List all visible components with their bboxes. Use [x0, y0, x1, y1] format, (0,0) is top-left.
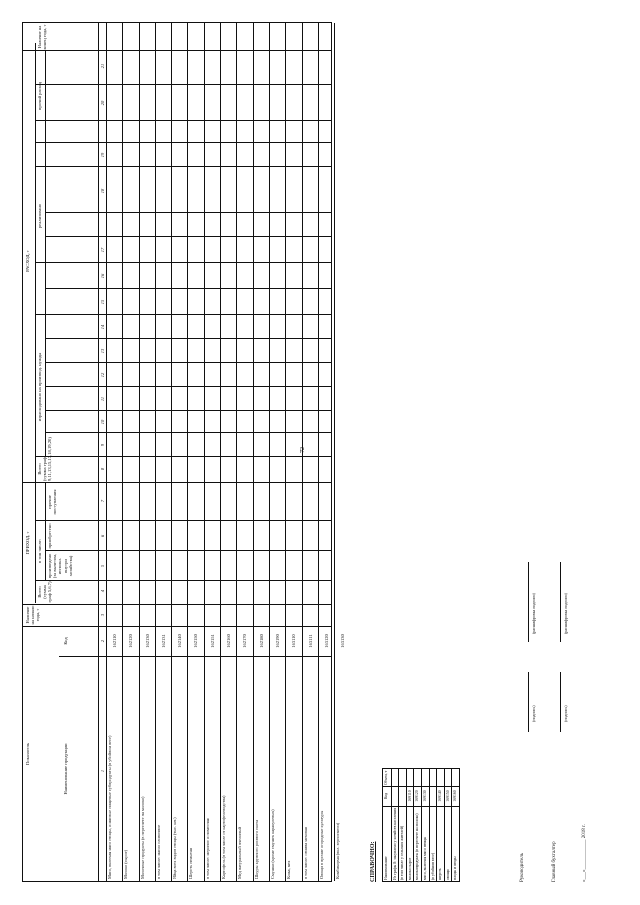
row-name: в том числе: масло сливочное — [155, 824, 161, 879]
head-sign-caption: (подпись) — [531, 705, 536, 722]
row-name: Молоко (сырое) — [123, 849, 129, 879]
stock-start-header: Наличие на начало года, т — [25, 605, 41, 625]
table-row — [220, 23, 236, 881]
col-number: 19 — [100, 152, 105, 158]
expense-total-header: Всего (сумма граф 9,11,13,15,17,18,19,20) — [37, 437, 53, 481]
ref-name: мясо, включая мясо птицы — [422, 836, 427, 880]
income-produced-header: произведено (за вычетом, использ. внутри хозяйства) — [47, 553, 73, 579]
accountant-decode-caption: (расшифровка подписи) — [563, 593, 568, 634]
accountant-decode-line — [560, 562, 561, 642]
ref-name: шерсть — [438, 868, 443, 880]
expense-header: РАСХОД, т — [25, 250, 30, 272]
income-header: ПРИХОД, т — [25, 531, 30, 555]
table-row — [122, 23, 138, 881]
row-name: Шерсть немытая — [188, 848, 194, 879]
table-row — [187, 23, 203, 881]
data-rows — [106, 23, 350, 881]
table-row — [334, 23, 350, 881]
name-header: Показатель — [25, 743, 30, 765]
head-decode-line — [528, 562, 529, 642]
table-row — [318, 23, 334, 881]
row-code: 162140 — [177, 634, 183, 648]
row-code: 162150 — [193, 634, 199, 648]
accountant-sign-line — [560, 672, 561, 732]
col-number: 11 — [100, 396, 105, 402]
table-row — [253, 23, 269, 881]
row-name: Кожа, мех — [286, 860, 292, 879]
stock-end-header: Наличие на конец года, т — [37, 24, 48, 50]
ref-name: плоды и ягоды — [453, 856, 458, 880]
table-row — [106, 23, 122, 881]
col-number: 4 — [100, 589, 105, 593]
table-row — [285, 23, 301, 881]
reference-title: СПРАВОЧНО: — [370, 841, 376, 882]
row-code: 162120 — [128, 634, 134, 648]
ref-code: 169140 — [438, 790, 443, 802]
expense-other-header: прочий расход — [37, 81, 42, 111]
production-balance-table — [22, 22, 346, 882]
expense-production-header: израсходовано на производ. нужды — [37, 352, 42, 422]
table-row — [236, 23, 252, 881]
page-number: 72 — [300, 447, 306, 453]
row-code: 162170 — [242, 634, 248, 648]
date-line: «___»____________ 2018 г. — [582, 824, 587, 882]
ref-name: овощи — [445, 869, 450, 880]
ref-name: молокопродукты (в пересчете на молоко) — [415, 813, 420, 880]
row-code: 162131 — [160, 634, 166, 648]
head-label: Руководитель — [520, 852, 525, 882]
income-other-header: прочие поступления — [47, 489, 58, 515]
ref-name: Из графы 8: закуплено у хозяйств населения — [392, 808, 397, 880]
head-sign-line — [528, 672, 529, 732]
row-name: Яйца всех видов птицы (тыс. шт.) — [172, 817, 178, 879]
table-row — [269, 23, 285, 881]
ref-name: (в том числе у сельских жителей) — [400, 825, 405, 880]
col-number: 21 — [100, 63, 105, 69]
row-code: 162160 — [226, 634, 232, 648]
row-name: Мед натуральный пчелиный — [237, 827, 243, 879]
row-code: 162151 — [209, 634, 215, 648]
row-name: Картофель (в том числе от картофелеводства) — [221, 795, 227, 879]
col-number: 20 — [100, 100, 105, 106]
row-name: в том числе: меринос и помесная — [204, 818, 210, 879]
col-number: 13 — [100, 348, 105, 354]
col-number: 9 — [100, 443, 105, 447]
product-name-header: Наименование продукции — [63, 743, 68, 795]
table-row — [155, 23, 171, 881]
ref-col-value: Объем, т — [384, 770, 388, 785]
col-number: 12 — [100, 372, 105, 378]
col-number: 16 — [100, 273, 105, 279]
col-number: 2 — [100, 639, 105, 643]
row-name: Молочные продукты (в пересчете на молоко) — [139, 796, 145, 879]
ref-code: 169160 — [453, 790, 458, 802]
income-total-header: Всего (сумма граф 5,6,7) — [37, 581, 53, 603]
accountant-sign-caption: (подпись) — [563, 705, 568, 722]
row-code: 162130 — [144, 634, 150, 648]
col-number: 10 — [100, 419, 105, 425]
reference-table — [382, 768, 460, 882]
accountant-label: Главный бухгалтер — [552, 841, 557, 882]
ref-name: (в убойном весе) — [430, 852, 435, 880]
col-number: 1 — [100, 769, 105, 773]
ref-name: молоко сырое — [407, 857, 412, 880]
row-code: 163120 — [323, 634, 329, 648]
col-number: 17 — [100, 247, 105, 253]
row-code: 163130 — [340, 634, 346, 648]
row-name: Шкуры крупного рогатого скота — [253, 820, 259, 879]
row-name: Комбикорма (вкл. зерносмеси) — [335, 822, 341, 879]
row-code: 162180 — [258, 634, 264, 648]
col-number: 6 — [100, 534, 105, 538]
col-number: 7 — [100, 499, 105, 503]
col-number: 18 — [100, 188, 105, 194]
row-name: Овощи в прочие огородные культуры — [318, 810, 324, 879]
ref-code: 169130 — [422, 790, 427, 802]
row-name: в том числе: овчина меховая — [302, 827, 308, 879]
row-code: 163110 — [291, 634, 297, 648]
col-number: 14 — [100, 324, 105, 330]
column-numbers-row — [98, 23, 106, 881]
ref-code: 169120 — [415, 790, 420, 802]
row-code: 162190 — [274, 634, 280, 648]
ref-col-code: Код — [384, 792, 388, 800]
col-number: 3 — [100, 613, 105, 617]
col-number: 5 — [100, 564, 105, 568]
ref-col-name: Наименование — [384, 856, 388, 880]
ref-code: 169110 — [407, 790, 412, 802]
col-number: 8 — [100, 467, 105, 471]
col-number: 15 — [100, 299, 105, 305]
code-header: Код — [63, 637, 68, 645]
expense-sold-header: реализовано — [37, 203, 42, 229]
row-code: 163111 — [307, 634, 313, 648]
table-row — [204, 23, 220, 881]
income-incl-header: в том числе: — [37, 539, 42, 563]
table-row — [139, 23, 155, 881]
head-decode-caption: (расшифровка подписи) — [531, 593, 536, 634]
ref-code: 169150 — [445, 790, 450, 802]
rotated-form — [22, 22, 622, 882]
row-code: 162110 — [112, 634, 117, 648]
row-name: Мясо, включая мясо птицы, и мясные пищевые субпродукты (в убойном весе) — [107, 735, 112, 879]
income-purchased-header: приобретено — [47, 523, 52, 549]
row-name: Смушки (кроме смушек каракулевых) — [269, 809, 275, 879]
table-row — [302, 23, 318, 881]
table-row — [171, 23, 187, 881]
